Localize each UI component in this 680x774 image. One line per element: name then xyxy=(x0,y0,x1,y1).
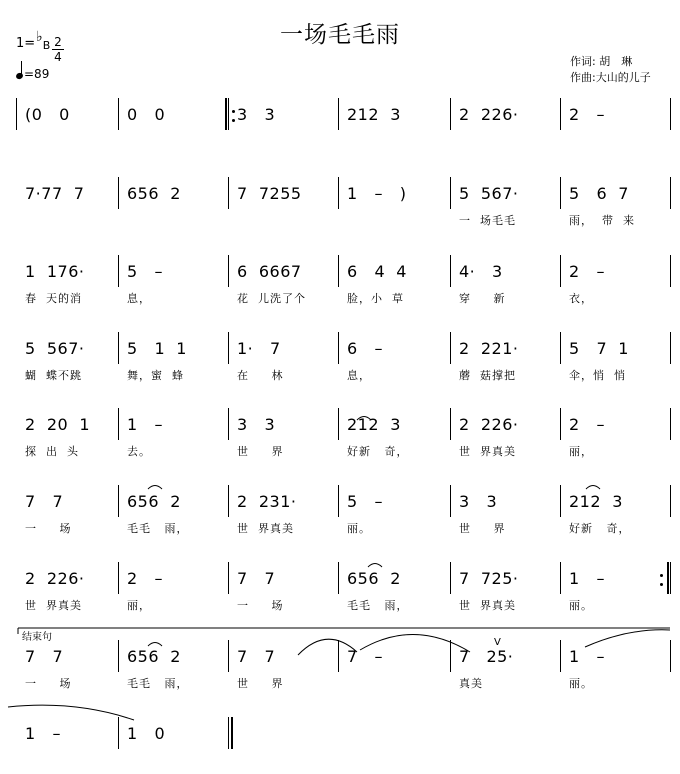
measure-notes: 2 – xyxy=(569,415,605,434)
measure-notes: 656 2 xyxy=(347,569,401,588)
phrase-slur xyxy=(360,634,470,652)
measure-notes: 2 226· xyxy=(459,415,519,434)
measure-notes: (0 0 xyxy=(25,105,70,124)
measure-lyrics: 一 场 xyxy=(25,522,72,535)
measure-lyrics: 世 界真美 xyxy=(25,599,82,612)
measure-notes: 5 7 1 xyxy=(569,339,629,358)
measure-lyrics: 蝴 蝶不跳 xyxy=(25,369,82,382)
measure-lyrics: 丽。 xyxy=(569,677,593,690)
measure-lyrics: 一 场毛毛 xyxy=(459,214,516,227)
tempo-value: =89 xyxy=(24,67,50,81)
slur-mark xyxy=(586,486,600,490)
measure-notes: 5 567· xyxy=(459,184,519,203)
measure-notes: 5 567· xyxy=(25,339,85,358)
measure-lyrics: 春 天的消 xyxy=(25,292,82,305)
measure-notes: 1 – xyxy=(569,569,605,588)
measure-lyrics: 丽， xyxy=(127,599,151,612)
measure-notes: 1 – xyxy=(127,415,163,434)
measure-notes: 1 176· xyxy=(25,262,85,281)
measure-notes: 3 3 xyxy=(237,415,276,434)
measure-lyrics: 在 林 xyxy=(237,369,284,382)
measure-notes: 1· 7 xyxy=(237,339,281,358)
measure-notes: 3 3 xyxy=(237,105,276,124)
measure-lyrics: 世 界真美 xyxy=(459,599,516,612)
song-title: 一场毛毛雨 xyxy=(280,22,400,48)
measure-lyrics: 真美 xyxy=(459,677,483,690)
measure-notes: 212 3 xyxy=(347,415,401,434)
measure-lyrics: 世 界 xyxy=(459,522,506,535)
measure-notes: 5 1 1 xyxy=(127,339,187,358)
measure-lyrics: 毛毛 雨， xyxy=(127,522,189,535)
time-bottom: 4 xyxy=(54,50,62,64)
measure-notes: 2 226· xyxy=(459,105,519,124)
measure-notes: 656 2 xyxy=(127,647,181,666)
measure-lyrics: 脸，小 草 xyxy=(347,292,404,305)
measure-notes: 2 – xyxy=(569,105,605,124)
measure-lyrics: 舞，蜜 蜂 xyxy=(127,369,184,382)
measure-lyrics: 一 场 xyxy=(25,677,72,690)
measure-notes: 5 – xyxy=(127,262,163,281)
measure-lyrics: 世 界 xyxy=(237,677,284,690)
measure-lyrics: 世 界 xyxy=(237,445,284,458)
measure-notes: 5 6 7 xyxy=(569,184,629,203)
measure-notes: 656 2 xyxy=(127,492,181,511)
measure-notes: 7 7 xyxy=(237,569,276,588)
measure-notes: 3 3 xyxy=(459,492,498,511)
phrase-slur xyxy=(585,630,670,647)
measure-notes: 2 231· xyxy=(237,492,297,511)
flat-icon: ♭ xyxy=(36,29,43,45)
measure-notes: 1 – xyxy=(569,647,605,666)
measure-notes: 4· 3 xyxy=(459,262,503,281)
measure-lyrics: 丽。 xyxy=(569,599,593,612)
phrase-slur xyxy=(8,705,134,720)
measure-notes: 2 – xyxy=(569,262,605,281)
slur-mark xyxy=(357,417,371,421)
measure-notes: 2 20 1 xyxy=(25,415,91,434)
measure-lyrics: 探 出 头 xyxy=(25,445,79,458)
measure-notes: 1 – xyxy=(25,724,61,743)
measure-lyrics: 去。 xyxy=(127,445,151,458)
measure-lyrics: 丽。 xyxy=(347,522,371,535)
measure-notes: 7 7 xyxy=(25,492,64,511)
measure-lyrics: 毛毛 雨， xyxy=(127,677,189,690)
measure-notes: 212 3 xyxy=(347,105,401,124)
measure-lyrics: 好新 奇， xyxy=(569,522,631,535)
measure-lyrics: 毛毛 雨， xyxy=(347,599,409,612)
coda-label: 结束句 xyxy=(22,632,52,643)
measure-lyrics: 丽， xyxy=(569,445,593,458)
measure-notes: 212 3 xyxy=(569,492,623,511)
measure-notes: 1 0 xyxy=(127,724,166,743)
measure-lyrics: 蘑 菇撑把 xyxy=(459,369,516,382)
measure-lyrics: 息， xyxy=(347,369,371,382)
measure-lyrics: 雨， 带 来 xyxy=(569,214,635,227)
time-top: 2 xyxy=(54,35,62,49)
measure-notes: 6 4 4 xyxy=(347,262,407,281)
measure-lyrics: 好新 奇， xyxy=(347,445,409,458)
phrase-slur xyxy=(298,639,357,655)
measure-notes: 7·77 7 xyxy=(25,184,85,203)
measure-notes: 7 – xyxy=(347,647,383,666)
measure-notes: 6 – xyxy=(347,339,383,358)
slur-mark xyxy=(148,643,162,647)
key-letter: B xyxy=(42,39,51,52)
key-prefix: 1= xyxy=(16,36,36,51)
measure-notes: 7 25· xyxy=(459,647,514,666)
slur-mark xyxy=(148,486,162,490)
measure-lyrics: 穿 新 xyxy=(459,292,506,305)
measure-lyrics: 世 界真美 xyxy=(237,522,294,535)
measure-lyrics: 世 界真美 xyxy=(459,445,516,458)
measure-notes: 0 0 xyxy=(127,105,166,124)
measure-lyrics: 一 场 xyxy=(237,599,284,612)
measure-lyrics: 息， xyxy=(127,292,151,305)
slur-mark xyxy=(368,564,382,568)
measure-notes: 5 – xyxy=(347,492,383,511)
measure-notes: 2 221· xyxy=(459,339,519,358)
measure-notes: 2 226· xyxy=(25,569,85,588)
measure-lyrics: 衣， xyxy=(569,292,593,305)
measure-notes: 7 7 xyxy=(25,647,64,666)
measure-notes: 7 725· xyxy=(459,569,519,588)
composer: 作曲:大山的儿子 xyxy=(570,71,651,84)
measure-notes: 2 – xyxy=(127,569,163,588)
measure-lyrics: 伞，悄 悄 xyxy=(569,369,626,382)
measure-notes: 6 6667 xyxy=(237,262,302,281)
lyricist: 作词: 胡 琳 xyxy=(570,55,633,68)
measure-notes: 1 – ) xyxy=(347,184,407,203)
measure-notes: 656 2 xyxy=(127,184,181,203)
measure-notes: 7 7 xyxy=(237,647,276,666)
measure-notes: 7 7255 xyxy=(237,184,302,203)
measure-lyrics: 花 儿洗了个 xyxy=(237,292,306,305)
breath-mark: V xyxy=(494,637,501,648)
